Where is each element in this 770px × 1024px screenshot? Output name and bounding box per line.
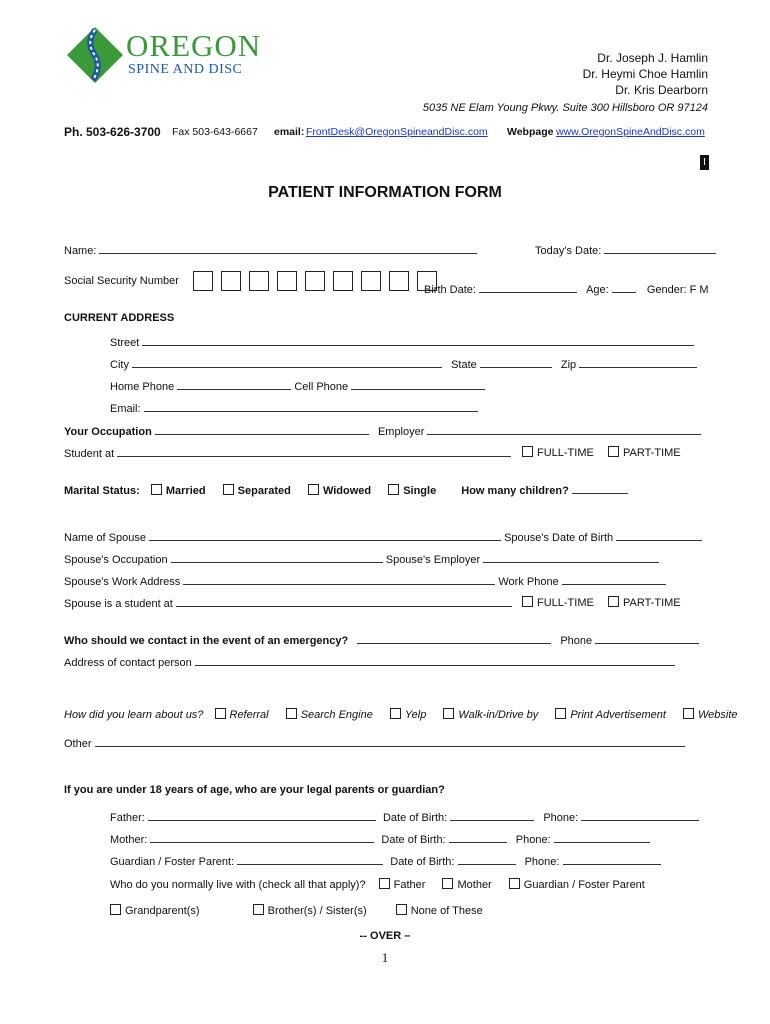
- email-field[interactable]: [144, 401, 478, 412]
- separated-label: Separated: [237, 485, 291, 497]
- doctor-list: [423, 50, 708, 116]
- spouse-work-row: [64, 574, 666, 588]
- website-checkbox[interactable]: [683, 708, 694, 719]
- street-label: Street: [110, 337, 140, 349]
- marital-row: [64, 483, 628, 497]
- part-time-label: PART-TIME: [622, 447, 681, 459]
- state-label: State: [451, 359, 477, 371]
- student-field[interactable]: [117, 446, 511, 457]
- ssn-box[interactable]: [277, 271, 297, 291]
- todays-date-label: Today's Date:: [535, 245, 602, 257]
- city-label: City: [110, 359, 129, 371]
- employer-field[interactable]: [427, 424, 701, 435]
- ssn-row: [64, 271, 441, 291]
- ssn-box[interactable]: [305, 271, 325, 291]
- web-label: Webpage: [507, 126, 554, 138]
- print-ad-checkbox[interactable]: [555, 708, 566, 719]
- part-time-checkbox[interactable]: [608, 446, 619, 457]
- mother-field[interactable]: [150, 832, 374, 843]
- home-phone-label: Home Phone: [110, 381, 175, 393]
- logo: [66, 26, 262, 86]
- page-number: 1: [381, 950, 389, 965]
- web-link[interactable]: www.OregonSpineAndDisc.com: [556, 126, 705, 138]
- email-link[interactable]: FrontDesk@OregonSpineandDisc.com: [306, 126, 488, 138]
- spouse-dob-field[interactable]: [616, 530, 702, 541]
- children-label: How many children?: [461, 485, 569, 497]
- birth-date-row: [424, 282, 709, 296]
- live-mother-checkbox[interactable]: [442, 878, 453, 889]
- spouse-occupation-row: [64, 552, 659, 566]
- ssn-box[interactable]: [389, 271, 409, 291]
- part-time-label: PART-TIME: [622, 597, 681, 609]
- spouse-employer-label: Spouse's Employer: [385, 554, 481, 566]
- father-row: [110, 810, 699, 824]
- occupation-row: [64, 424, 701, 438]
- city-row: [110, 357, 697, 371]
- married-checkbox[interactable]: [151, 484, 162, 495]
- live-father-checkbox[interactable]: [379, 878, 390, 889]
- logo-sub: SPINE AND DISC: [128, 62, 243, 77]
- gender-label[interactable]: Gender: F M: [646, 284, 709, 296]
- doctor-name: Dr. Heymi Choe Hamlin: [582, 67, 708, 81]
- form-title: PATIENT INFORMATION FORM: [268, 184, 502, 201]
- emergency-address-field[interactable]: [195, 655, 675, 666]
- search-engine-checkbox[interactable]: [286, 708, 297, 719]
- children-field[interactable]: [572, 483, 628, 494]
- clinic-address: 5035 NE Elam Young Pkwy. Suite 300 Hillsboro OR 97124: [422, 102, 708, 114]
- walk-in-checkbox[interactable]: [443, 708, 454, 719]
- guardian-row: [110, 854, 661, 868]
- ssn-box[interactable]: [193, 271, 213, 291]
- email-label: email:: [274, 126, 305, 138]
- learn-row: [64, 708, 738, 721]
- over-text: -- OVER –: [359, 930, 411, 942]
- emergency-address-label: Address of contact person: [64, 657, 192, 669]
- spouse-dob-label: Spouse's Date of Birth: [504, 532, 614, 544]
- city-field[interactable]: [132, 357, 442, 368]
- emergency-field[interactable]: [357, 633, 551, 644]
- spouse-occupation-label: Spouse's Occupation: [64, 554, 168, 566]
- full-time-checkbox[interactable]: [522, 596, 533, 607]
- siblings-label: Brother(s) / Sister(s): [267, 905, 367, 917]
- mother-row: [110, 832, 650, 846]
- home-phone-field[interactable]: [177, 379, 291, 390]
- widowed-label: Widowed: [322, 485, 372, 497]
- zip-field[interactable]: [579, 357, 697, 368]
- email-row: [110, 401, 478, 415]
- spouse-student-label: Spouse is a student at: [64, 598, 173, 610]
- walk-in-label: Walk-in/Drive by: [458, 709, 539, 721]
- clinic-phone: Ph. 503-626-3700: [64, 125, 161, 139]
- live-with-row: [110, 878, 645, 891]
- live-with-row-2: [110, 904, 483, 917]
- cell-phone-field[interactable]: [351, 379, 485, 390]
- name-row: [64, 243, 477, 257]
- emergency-label: Who should we contact in the event of an emergency?: [64, 635, 349, 647]
- marital-label: Marital Status:: [64, 485, 140, 497]
- widowed-checkbox[interactable]: [308, 484, 319, 495]
- ssn-box[interactable]: [333, 271, 353, 291]
- under18-heading: If you are under 18 years of age, who are your legal parents or guardian?: [64, 784, 445, 796]
- separated-checkbox[interactable]: [223, 484, 234, 495]
- spouse-time-options: [522, 596, 681, 609]
- grandparents-label: Grandparent(s): [125, 905, 200, 917]
- logo-mark-icon: [66, 26, 124, 84]
- guardian-phone-label: Phone:: [524, 856, 560, 868]
- state-field[interactable]: [480, 357, 552, 368]
- current-address-heading: CURRENT ADDRESS: [64, 312, 175, 324]
- name-label: Name:: [64, 245, 97, 257]
- print-ad-label: Print Advertisement: [570, 709, 666, 721]
- age-field[interactable]: [612, 282, 636, 293]
- emergency-phone-field[interactable]: [595, 633, 699, 644]
- zip-label: Zip: [560, 359, 577, 371]
- name-field[interactable]: [99, 243, 477, 254]
- occupation-label: Your Occupation: [64, 426, 152, 438]
- other-row: [64, 736, 685, 750]
- ssn-label: Social Security Number: [64, 275, 179, 287]
- phone-row: [110, 379, 485, 393]
- birth-date-field[interactable]: [479, 282, 577, 293]
- age-label: Age:: [586, 284, 609, 296]
- emergency-address-row: [64, 655, 675, 669]
- clinic-fax: Fax 503-643-6667: [172, 126, 258, 138]
- doctor-name: Dr. Joseph J. Hamlin: [597, 51, 708, 65]
- siblings-checkbox[interactable]: [253, 904, 264, 915]
- grandparents-checkbox[interactable]: [110, 904, 121, 915]
- referral-checkbox[interactable]: [215, 708, 226, 719]
- logo-word: OREGON: [126, 28, 262, 63]
- part-time-checkbox[interactable]: [608, 596, 619, 607]
- guardian-phone-field[interactable]: [563, 854, 661, 865]
- referral-label: Referral: [229, 709, 269, 721]
- mother-label: Mother:: [110, 834, 148, 846]
- other-label: Other: [64, 738, 92, 750]
- emergency-row: [64, 633, 699, 647]
- live-guardian-checkbox[interactable]: [509, 878, 520, 889]
- emergency-phone-label: Phone: [560, 635, 593, 647]
- yelp-label: Yelp: [404, 709, 427, 721]
- single-label: Single: [403, 485, 437, 497]
- corner-mark-text: I: [703, 157, 706, 168]
- spouse-student-row: [64, 596, 512, 610]
- guardian-label: Guardian / Foster Parent:: [110, 856, 235, 868]
- work-phone-field[interactable]: [562, 574, 666, 585]
- search-engine-label: Search Engine: [300, 709, 373, 721]
- spouse-employer-field[interactable]: [483, 552, 659, 563]
- todays-date-row: [535, 243, 716, 257]
- live-with-label: Who do you normally live with (check all that apply)?: [110, 879, 366, 891]
- spouse-occupation-field[interactable]: [171, 552, 383, 563]
- father-label: Father:: [110, 812, 145, 824]
- spouse-student-field[interactable]: [176, 596, 512, 607]
- cell-phone-label: Cell Phone: [294, 381, 349, 393]
- none-label: None of These: [410, 905, 483, 917]
- student-time-options: [522, 446, 681, 459]
- spouse-name-label: Name of Spouse: [64, 532, 146, 544]
- father-field[interactable]: [148, 810, 376, 821]
- mother-dob-label: Date of Birth:: [381, 834, 446, 846]
- employer-label: Employer: [377, 426, 425, 438]
- street-field[interactable]: [142, 335, 694, 346]
- ssn-box[interactable]: [361, 271, 381, 291]
- father-phone-field[interactable]: [581, 810, 699, 821]
- married-label: Married: [165, 485, 206, 497]
- todays-date-field[interactable]: [604, 243, 716, 254]
- ssn-box[interactable]: [249, 271, 269, 291]
- father-dob-field[interactable]: [450, 810, 534, 821]
- live-mother-label: Mother: [457, 879, 492, 891]
- learn-label: How did you learn about us?: [64, 709, 204, 721]
- guardian-dob-label: Date of Birth:: [390, 856, 455, 868]
- student-row: [64, 446, 511, 460]
- student-label: Student at: [64, 448, 115, 460]
- father-dob-label: Date of Birth:: [382, 812, 448, 824]
- spouse-work-address-label: Spouse's Work Address: [64, 576, 181, 588]
- full-time-checkbox[interactable]: [522, 446, 533, 457]
- spouse-work-address-field[interactable]: [183, 574, 495, 585]
- mother-dob-field[interactable]: [449, 832, 507, 843]
- email-field-label: Email:: [110, 403, 141, 415]
- mother-phone-field[interactable]: [554, 832, 650, 843]
- mother-phone-label: Phone:: [515, 834, 551, 846]
- corner-mark: [700, 155, 709, 170]
- full-time-label: FULL-TIME: [537, 597, 594, 609]
- yelp-checkbox[interactable]: [390, 708, 401, 719]
- guardian-field[interactable]: [237, 854, 383, 865]
- occupation-field[interactable]: [155, 424, 369, 435]
- spouse-name-row: [64, 530, 702, 544]
- ssn-box[interactable]: [221, 271, 241, 291]
- doctor-name: Dr. Kris Dearborn: [615, 83, 708, 97]
- single-checkbox[interactable]: [388, 484, 399, 495]
- spouse-name-field[interactable]: [149, 530, 501, 541]
- birth-date-label: Birth Date:: [424, 284, 476, 296]
- guardian-dob-field[interactable]: [458, 854, 516, 865]
- live-father-label: Father: [393, 879, 426, 891]
- none-checkbox[interactable]: [396, 904, 407, 915]
- live-guardian-label: Guardian / Foster Parent: [523, 879, 645, 891]
- website-label: Website: [697, 709, 738, 721]
- other-field[interactable]: [95, 736, 685, 747]
- full-time-label: FULL-TIME: [537, 447, 594, 459]
- street-row: [110, 335, 694, 349]
- work-phone-label: Work Phone: [498, 576, 559, 588]
- father-phone-label: Phone:: [543, 812, 579, 824]
